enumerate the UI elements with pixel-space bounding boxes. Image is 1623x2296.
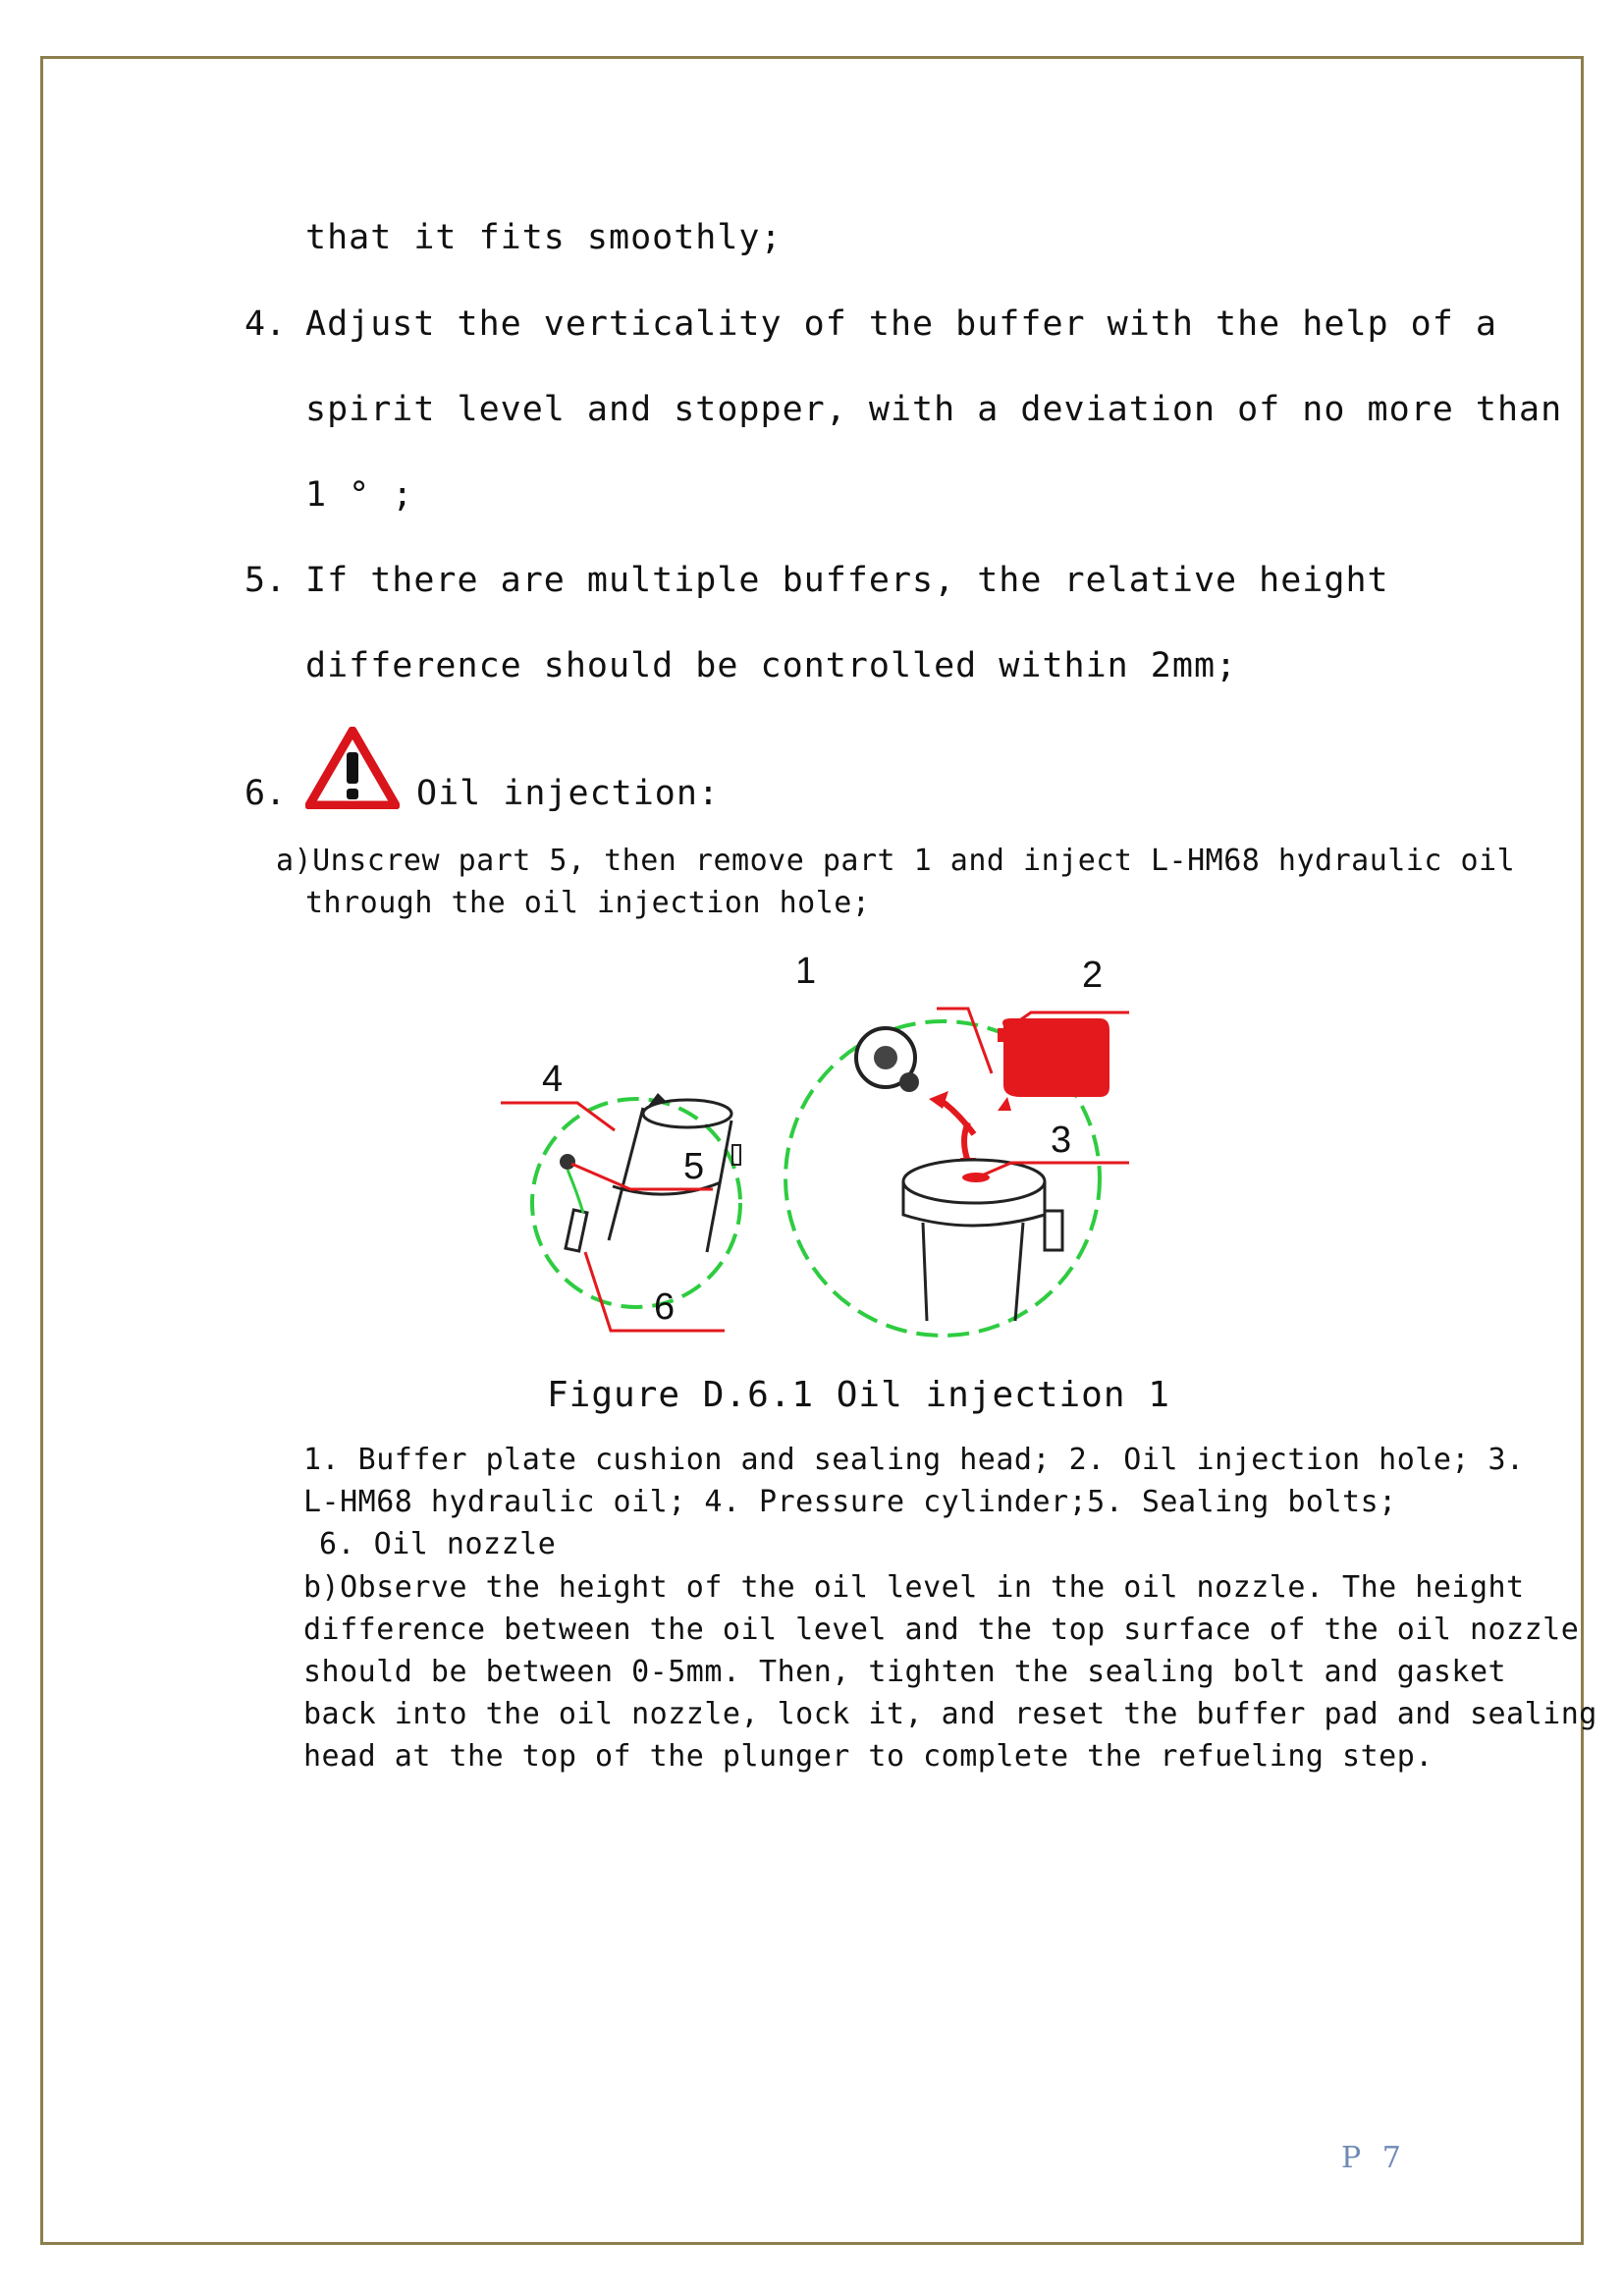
figure-label-1: 1	[795, 951, 817, 992]
item-5-number: 5.	[244, 561, 287, 600]
leader-line-1	[937, 1009, 992, 1073]
figure-label-5: 5	[683, 1146, 705, 1187]
item-4-line-1: Adjust the verticality of the buffer with the help of a	[305, 304, 1497, 344]
legend-line-2: L-HM68 hydraulic oil; 4. Pressure cylinder;5. Sealing bolts;	[303, 1485, 1397, 1519]
item-6-number: 6.	[244, 774, 287, 813]
warning-triangle-icon	[305, 727, 400, 809]
step-b-line-1: b)Observe the height of the oil level in the oil nozzle. The height	[303, 1570, 1525, 1605]
item-4-number: 4.	[244, 304, 287, 344]
continuation-text: that it fits smoothly;	[305, 218, 783, 257]
page-number: P 7	[1341, 2141, 1407, 2175]
figure-label-2: 2	[1082, 955, 1104, 996]
step-a-line-2: through the oil injection hole;	[305, 886, 871, 920]
item-4-line-3: 1 ° ;	[305, 475, 414, 515]
step-a-line-1: a)Unscrew part 5, then remove part 1 and inject L-HM68 hydraulic oil	[276, 844, 1516, 878]
figure-caption: Figure D.6.1 Oil injection 1	[547, 1375, 1170, 1415]
item-5-line-1: If there are multiple buffers, the relative height	[305, 561, 1389, 600]
item-6-label: Oil injection:	[416, 774, 721, 813]
figure-label-3: 3	[1051, 1120, 1072, 1161]
left-detail	[501, 1059, 740, 1331]
step-b-line-4: back into the oil nozzle, lock it, and reset the buffer pad and sealing	[303, 1697, 1597, 1731]
step-b-line-3: should be between 0-5mm. Then, tighten the sealing bolt and gasket	[303, 1655, 1507, 1689]
figure-label-4: 4	[542, 1059, 564, 1100]
item-5-line-2: difference should be controlled within 2mm;	[305, 646, 1238, 685]
legend-line-3: 6. Oil nozzle	[319, 1527, 557, 1561]
right-detail	[785, 951, 1129, 1336]
step-b-line-2: difference between the oil level and the top surface of the oil nozzle	[303, 1613, 1580, 1647]
figure-label-6: 6	[654, 1286, 676, 1328]
oil-canister-icon	[1002, 1018, 1109, 1097]
item-4-line-2: spirit level and stopper, with a deviation of no more than	[305, 390, 1563, 429]
step-b-line-5: head at the top of the plunger to complete the refueling step.	[303, 1739, 1434, 1774]
legend-line-1: 1. Buffer plate cushion and sealing head; 2. Oil injection hole; 3.	[303, 1443, 1525, 1477]
oil-injection-figure	[501, 928, 1129, 1340]
